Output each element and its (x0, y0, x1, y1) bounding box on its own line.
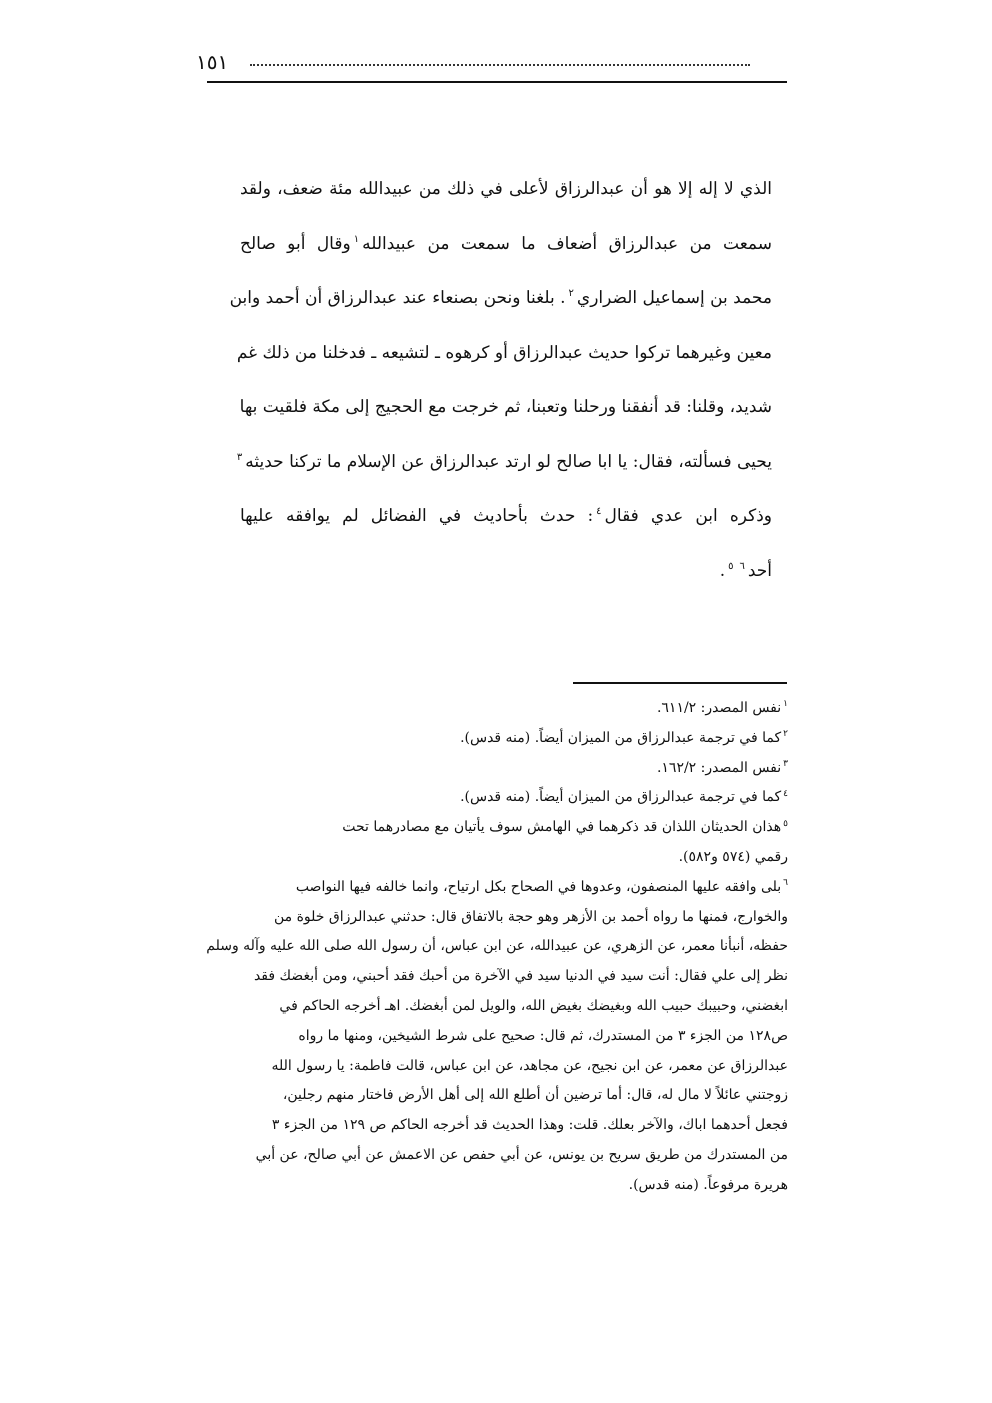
footnote-text: من المستدرك من طريق سريح بن يونس، عن أبي حفص عن الاعمش عن أبي صالح، عن أبي (255, 1146, 788, 1163)
footnote-text: كما في ترجمة عبدالرزاق من الميزان أيضاً. (منه قدس). (460, 789, 782, 806)
footnote-6-cont (178, 1081, 788, 1111)
footnote-text: كما في ترجمة عبدالرزاق من الميزان أيضاً. (منه قدس). (460, 729, 782, 746)
main-line-text: أحد (747, 560, 772, 581)
footnote-text: ص١٢٨ من الجزء ٣ من المستدرك، ثم قال: صحيح على شرط الشيخين، ومنها ما رواه (298, 1027, 788, 1044)
footnote-separator (573, 682, 787, 684)
footnote-5 (178, 813, 788, 843)
footnote-text: زوجتني عائلاً لا مال له، قال: أما ترضين أن أطلع الله إلى أهل الأرض فاختار منهم رجلين، (282, 1087, 788, 1104)
main-line (236, 332, 772, 374)
main-text (229, 168, 773, 604)
footnote-reference[interactable]: ٥ (728, 560, 734, 572)
footnote-number: ٢ (783, 729, 788, 740)
footnote-6-cont (178, 1022, 788, 1052)
footnote-text: والخوارج، فمنها ما رواه أحمد بن الأزهر وهو حجة بالاتفاق قال: حدثني عبدالرزاق خلوة من (273, 908, 788, 925)
main-line (240, 168, 772, 210)
main-line-text: شديد، وقلنا: قد أنفقنا ورحلنا وتعبنا، ثم خرجت مع الحجيج إلى مكة فلقيت بها (239, 397, 772, 417)
footnote-6-cont (178, 1111, 788, 1141)
header-rule (207, 81, 787, 83)
footnote-6 (178, 873, 788, 903)
footnote-reference[interactable]: ٤ (596, 506, 602, 518)
footnote-6-cont (178, 962, 788, 992)
footnote-1 (178, 694, 788, 724)
footnote-number: ٥ (783, 818, 788, 829)
footnote-reference[interactable]: ٣ (236, 451, 243, 463)
footnote-6-cont (178, 1171, 788, 1201)
main-line (240, 495, 772, 537)
footnote-text: عبدالرزاق عن معمر، عن ابن نجيح، عن مجاهد، عن ابن عباس، قالت فاطمة: يا رسول الله (271, 1057, 788, 1074)
main-line (240, 550, 772, 592)
main-line-text: معين وغيرهما تركوا حديث عبدالرزاق أو كرهوه ـ لتشيعه ـ فدخلنا من ذلك غم (236, 342, 772, 363)
footnote-2 (178, 724, 788, 754)
footnote-5-cont (178, 843, 788, 873)
footnote-6-cont (178, 992, 788, 1022)
header-dotted-leader (250, 64, 750, 66)
footnote-text: نظر إلى علي فقال: أنت سيد في الدنيا سيد في الآخرة من أحبك فقد أحبني، ومن أبغضك فقد (253, 968, 788, 985)
footnote-3 (178, 754, 788, 784)
footnote-text: هذان الحديثان اللذان قد ذكرهما في الهامش سوف يأتيان مع مصادرهما تحت (342, 819, 782, 836)
footnote-number: ٣ (783, 758, 788, 769)
main-line-text: . (719, 560, 726, 581)
footnote-text: ابغضني، وحبيبك حبيب الله وبغيضك بغيض الله، والويل لمن أبغضك. اهـ أخرجه الحاكم في (279, 997, 788, 1014)
footnote-number: ٦ (783, 878, 788, 889)
footnote-text: فجعل أحدهما اباك، والآخر بعلك. قلت: وهذا الحديث قد أخرجه الحاكم ص ١٢٩ من الجزء ٣ (271, 1117, 788, 1134)
footnote-number: ٤ (783, 788, 788, 799)
footnote-6-cont (178, 1052, 788, 1082)
main-line-text: يحيى فسألته، فقال: يا ابا صالح لو ارتد عبدالرزاق عن الإسلام ما تركنا حديثه (245, 451, 772, 472)
main-line (236, 441, 772, 483)
main-line-text: . بلغنا ونحن بصنعاء عند عبدالرزاق أن أحمد وابن (229, 288, 566, 308)
footnote-text: نفس المصدر: ١٦٢/٢. (656, 759, 782, 776)
footnote-number: ١ (783, 699, 788, 710)
page-number: ١٥١ (196, 50, 229, 74)
footnote-reference[interactable]: ٦ (739, 560, 745, 572)
main-line-text: الذي لا إله إلا هو أن عبدالرزاق لأعلى في ذلك من عبيدالله مئة ضعف، ولقد (240, 179, 772, 199)
footnote-text: حفظه، أنبأنا معمر، عن الزهري، عن عبيدالله، عن ابن عباس، أن رسول الله صلى الله عليه وآله وسلم (206, 938, 788, 955)
main-line (240, 386, 772, 428)
footnote-6-cont (178, 903, 788, 933)
footnotes (178, 694, 788, 1201)
footnote-reference[interactable]: ١ (353, 233, 360, 245)
footnote-6-cont (178, 932, 788, 962)
main-line-text: سمعت من عبدالرزاق أضعاف ما سمعت من عبيدالله (362, 233, 773, 254)
footnote-text: نفس المصدر: ٦١١/٢. (656, 700, 782, 716)
footnote-text: رقمي (٥٧٤ و٥٨٢). (678, 848, 788, 865)
footnote-reference[interactable]: ٢ (568, 288, 574, 300)
main-line-text: وقال أبو صالح (240, 233, 351, 254)
footnote-text: بلى وافقه عليها المنصفون، وعدوها في الصحاح بكل ارتياح، وانما خالفه فيها النواصب (295, 878, 782, 895)
footnote-text: هريرة مرفوعاً. (منه قدس). (628, 1176, 788, 1193)
footnote-6-cont (178, 1141, 788, 1171)
main-line-text: وذكره ابن عدي فقال (604, 506, 772, 526)
main-line-text: : حدث بأحاديث في الفضائل لم يوافقه عليها (240, 506, 594, 526)
main-line-text: محمد بن إسماعيل الضراري (576, 288, 772, 308)
main-line (240, 223, 772, 265)
main-line (229, 277, 772, 319)
footnote-4 (178, 783, 788, 813)
